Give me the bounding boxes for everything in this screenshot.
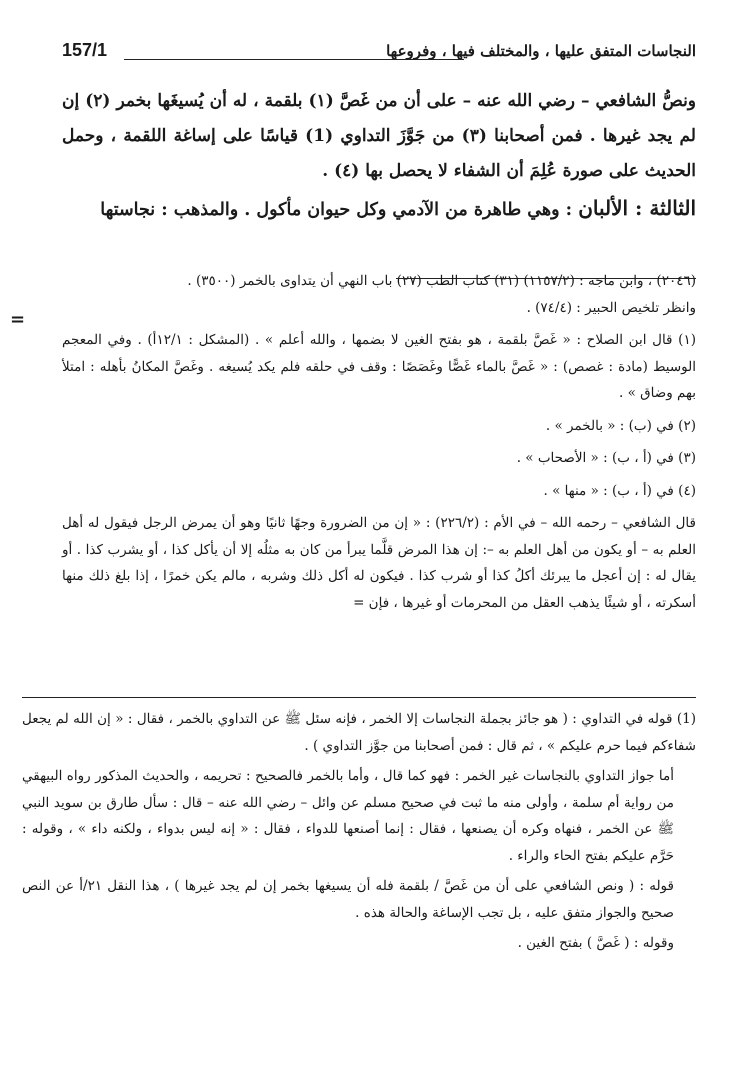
header-rule	[124, 59, 464, 60]
main-text	[62, 84, 696, 228]
commentary-paragraph: قوله : ( ونص الشافعي على أن من غَصَّ / بلقمة فله أن يسيغها بخمر إن لم يجد غيرها ) ، هذا النقل ٢١/أ عن النص صحيح والجواز متفق عليه ، بل تجب الإساغة والحالة هذه .	[22, 878, 674, 921]
continuation-mark: =	[10, 309, 26, 330]
commentary-divider	[22, 697, 696, 698]
running-header	[62, 42, 696, 72]
footnote-line: وانظر تلخيص الحبير : (٧٤/٤) .	[526, 299, 696, 316]
commentary	[22, 706, 696, 957]
section-heading-paragraph	[62, 191, 696, 228]
section-heading-text: : وهي طاهرة من الآدمي وكل حيوان مأكول . والمذهب : نجاستها	[100, 200, 573, 220]
footnote-2: (٢) في (ب) : « بالخمر » .	[545, 417, 696, 434]
footnote-line: (٢٠٤٦) ، وابن ماجه : (١١٥٧/٢) (٣١) كتاب الطب (٢٧) باب النهي أن يتداوى بالخمر (٣٥٠٠) .	[187, 273, 696, 289]
header-title: النجاسات المتفق عليها ، والمختلف فيها ، وفروعها	[386, 42, 696, 60]
page-number: 157/1	[62, 40, 108, 60]
footnote-1: (١) قال ابن الصلاح : « غَصَّ بلقمة ، هو بفتح الغين لا بضمها ، والله أعلم » . (المشكل : ١٢/١أ) . وفي المعجم الوسيط (مادة : غصص) : « غَصَّ بالماء غَصًّا وغَصَصًا : وقف في حلقه فلم يكد يُسيغه . وغَصَّ المكانُ بأهله : امتلأ بهم وضاق » .	[62, 332, 696, 401]
footnote-4: (٤) في (أ ، ب) : « منها » .	[543, 482, 696, 499]
commentary-paragraph: وقوله : ( غَصَّ ) بفتح الغين .	[517, 935, 674, 951]
shafii-quote: قال الشافعي – رحمه الله – في الأم : (٢٢٦/٢) : « إن من الضرورة وجهًا ثانيًا وهو أن يمرض الرجل فيقول له أهل العلم به – أو يكون من أهل العلم به –: إن هذا المرض قلَّما يبرأ من كان به مثلُه إلا أن يأكل كذا ، أو يشرب كذا . أو يقال له : إن أعجل ما يبرئك أكلُ كذا أو شرب كذا . فيكون له أكل ذلك وشربه ، مالم يكن خمرًا ، إذا بلغ ذلك منها أسكرته ، أو شيئًا يذهب العقل من المحرمات أو غيرها ، فإن =	[62, 515, 696, 611]
main-paragraph: ونصُّ الشافعي – رضي الله عنه – على أن من غَصَّ (١) بلقمة ، له أن يُسيغَها بخمر (٢) إن لم يجد غيرها . فمن أصحابنا (٣) من جَوَّزَ التداوي (1) قياسًا على إساغة اللقمة ، وحمل الحديث على صورة عُلِمَ أن الشفاء لا يحصل بها (٤) .	[62, 91, 697, 181]
commentary-paragraph: (1) قوله في التداوي : ( هو جائز بجملة النجاسات إلا الخمر ، فإنه سئل ﷺ عن التداوي بالخمر ، فقال : « إن الله لم يجعل شفاءكم فيما حرم عليكم » ، ثم قال : فمن أصحابنا من جوَّز التداوي ) .	[22, 711, 696, 754]
commentary-paragraph: أما جواز التداوي بالنجاسات غير الخمر : فهو كما قال ، وأما بالخمر فالصحيح : تحريمه ، والحديث المذكور رواه البيهقي من رواية أم سلمة ، وأولى منه ما ثبت في صحيح مسلم عن وائل – رضي الله عنه – قال : سأل طارق بن سويد النبي ﷺ عن الخمر ، فنهاه وكره أن يصنعها ، فقال : إنما أصنعها للدواء ، فقال : « إنه ليس بدواء ، ولكنه داء » ، وقوله : حَرَّم عليكم بفتح الحاء والراء .	[22, 768, 674, 864]
section-label: الثالثة : الألبان	[578, 196, 696, 220]
footnote-3: (٣) في (أ ، ب) : « الأصحاب » .	[516, 450, 696, 466]
footnotes	[62, 268, 696, 616]
